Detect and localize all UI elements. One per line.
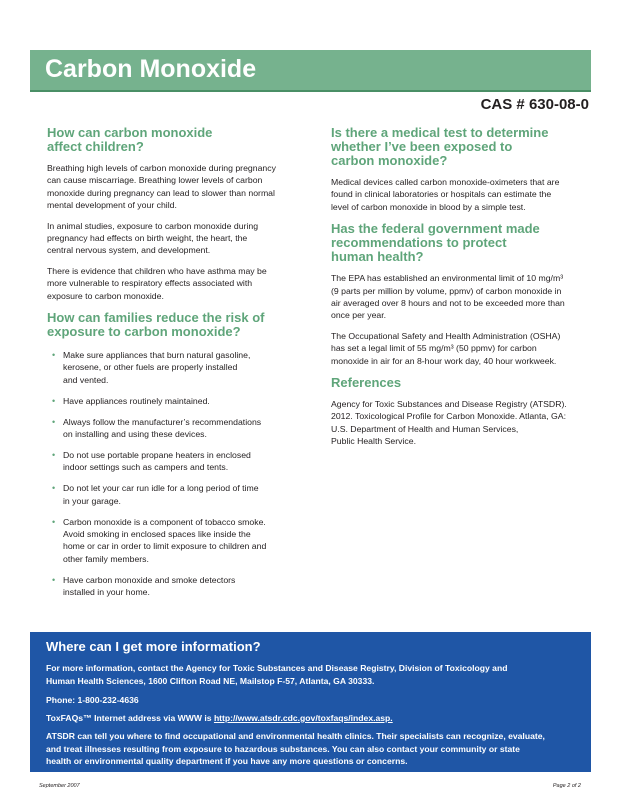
cas-number: CAS # 630-08-0 — [480, 96, 589, 113]
list-item: • Have appliances routinely maintained. — [52, 395, 210, 406]
paragraph-animal-studies: In animal studies, exposure to carbon monoxide during pregnancy had effects on birth weight, the heart, the central nervous system, and development. — [47, 220, 259, 256]
footer-phone: Phone: 1-800-232-4636 — [46, 695, 139, 705]
list-item: • Have carbon monoxide and smoke detectors installed in your home. — [52, 574, 236, 598]
bullet-icon: • — [52, 574, 56, 585]
bullet-icon: • — [52, 483, 56, 494]
list-item: • Make sure appliances that burn natural gasoline, kerosene, or other fuels are properly installed and vented. — [52, 350, 251, 385]
list-item: • Do not let your car run idle for a long period of time in your garage. — [52, 483, 259, 506]
section-heading-recommendations: Has the federal government made recommendations to protect human health? — [331, 221, 540, 265]
section-heading-children: How can carbon monoxide affect children? — [47, 125, 213, 154]
bullet-icon: • — [52, 516, 56, 527]
footer-heading: Where can I get more information? — [46, 639, 261, 654]
paragraph-asthma: There is evidence that children who have asthma may be more vulnerable to respiratory effects associated with exposure to carbon monoxide. — [47, 265, 267, 301]
bullet-icon: • — [52, 395, 56, 406]
bullet-icon: • — [52, 450, 56, 460]
paragraph-reference: Agency for Toxic Substances and Disease Registry (ATSDR). 2012. Toxicological Profile for Carbon Monoxide. Atlanta, GA: U.S. Department of Health and Human Services, Public Health Service. — [331, 399, 567, 447]
toxfaqs-link[interactable]: http://www.atsdr.cdc.gov/toxfaqs/index.asp. — [213, 713, 393, 723]
title-banner — [30, 50, 591, 90]
right-column — [331, 126, 581, 448]
page-date: September 2007 — [39, 783, 80, 789]
more-information-box — [30, 632, 591, 772]
risk-reduction-list — [47, 349, 297, 599]
list-item: • Always follow the manufacturer’s recommendations on installing and using these devices. — [52, 416, 262, 440]
list-item: • Do not use portable propane heaters in enclosed indoor settings such as campers and tents. — [52, 450, 251, 473]
footer-web: ToxFAQs™ Internet address via WWW is http://www.atsdr.cdc.gov/toxfaqs/index.asp. — [46, 713, 393, 723]
title-divider — [30, 90, 591, 92]
footer-closing: ATSDR can tell you where to find occupational and environmental health clinics. Their specialists can recognize, evaluate, and treat illnesses resulting from exposure to hazardous substances. You can also contact your community or state health or environmental quality department if you have any more questions or concerns. — [46, 731, 545, 767]
bullet-icon: • — [52, 416, 56, 427]
page-title: Carbon Monoxide — [45, 55, 257, 83]
section-heading-reduce-risk: How can families reduce the risk of exposure to carbon monoxide? — [47, 310, 265, 340]
left-column — [47, 126, 297, 607]
paragraph-pregnancy: Breathing high levels of carbon monoxide during pregnancy can cause miscarriage. Breathing lower levels of carbon monoxide during pregnancy can lead to slower than normal mental development of your child. — [47, 163, 276, 211]
bullet-icon: • — [52, 350, 56, 361]
footer-contact: For more information, contact the Agency for Toxic Substances and Disease Registry, Division of Toxicology and Human Health Sciences, 1600 Clifton Road NE, Mailstop F-57, Atlanta, GA 30333. — [46, 663, 508, 686]
section-heading-medical-test: Is there a medical test to determine whether I’ve been exposed to carbon monoxide? — [331, 125, 549, 168]
paragraph-epa-limit: The EPA has established an environmental limit of 10 mg/m³ (9 parts per million by volume, ppmv) of carbon monoxide in air averaged over 8 hours and not to be exceeded more than once per year. — [331, 273, 565, 321]
section-heading-references: References — [331, 375, 402, 391]
page-number: Page 2 of 2 — [552, 783, 581, 789]
paragraph-oximeters: Medical devices called carbon monoxide-oximeters that are found in clinical laboratories or hospitals can estimate the level of carbon monoxide in blood by a simple test. — [331, 177, 560, 212]
list-item: • Carbon monoxide is a component of tobacco smoke. Avoid smoking in enclosed spaces like inside the home or car in order to limit exposure to children and other family members. — [52, 516, 267, 564]
paragraph-osha-limit: The Occupational Safety and Health Administration (OSHA) has set a legal limit of 55 mg/m³ (50 ppmv) for carbon monoxide in air for an 8-hour work day, 40 hour workweek. — [331, 330, 561, 366]
